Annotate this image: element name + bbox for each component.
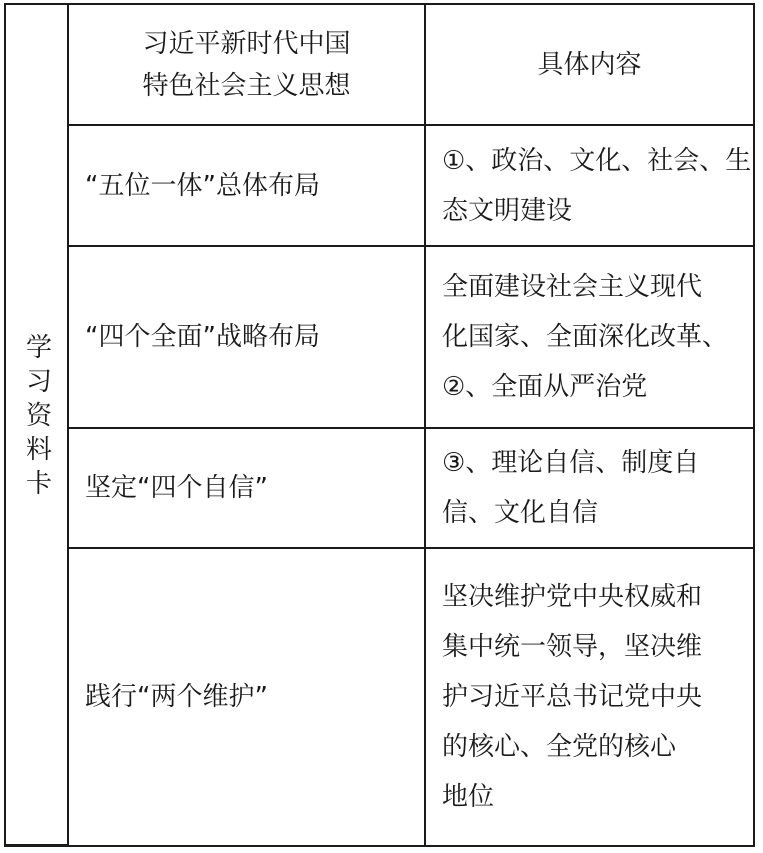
header-content-label: 具体内容: [537, 49, 642, 80]
study-card-table: [6, 5, 753, 846]
study-card: [4, 3, 755, 847]
header-topic-line: 习近平新时代中国: [142, 28, 351, 59]
table-row: [6, 246, 753, 428]
topic-text: “四个全面”战略布局: [85, 322, 320, 352]
topic-text: “五位一体”总体布局: [85, 170, 320, 201]
topic-text: 坚定“四个自信”: [85, 473, 268, 503]
content-line: 全面建设社会主义现代: [442, 272, 703, 302]
topic-cell: [68, 246, 425, 428]
content-line: ②、全面从严治党: [442, 372, 648, 402]
header-row: [6, 5, 753, 125]
topic-cell: [68, 548, 425, 845]
content-line: 态文明建设: [442, 195, 573, 226]
table-row: [6, 548, 753, 845]
topic-cell: [68, 428, 425, 548]
table-row: [6, 428, 753, 548]
content-line: 护习近平总书记党中央: [442, 682, 703, 712]
content-cell: [425, 125, 753, 246]
content-line: 坚决维护党中央权威和: [442, 582, 703, 612]
side-label: 学习资料卡: [21, 333, 52, 503]
content-line: 的核心、全党的核心: [442, 732, 677, 762]
content-cell: [425, 246, 753, 428]
content-line: ①、政治、文化、社会、生: [442, 145, 752, 176]
side-label-cell: [6, 5, 68, 845]
content-line: 地位: [442, 782, 495, 812]
content-cell: [425, 428, 753, 548]
header-content-cell: [425, 5, 753, 125]
content-line: 集中统一领导，坚决维: [442, 632, 703, 662]
content-line: 化国家、全面深化改革、: [442, 322, 729, 352]
content-line: 信、文化自信: [442, 498, 599, 528]
content-cell: [425, 548, 753, 845]
topic-cell: [68, 125, 425, 246]
content-line: ③、理论自信、制度自: [442, 448, 700, 478]
header-topic-cell: [68, 5, 425, 125]
header-topic-line: 特色社会主义思想: [142, 70, 351, 101]
table-row: [6, 125, 753, 246]
topic-text: 践行“两个维护”: [85, 682, 268, 712]
